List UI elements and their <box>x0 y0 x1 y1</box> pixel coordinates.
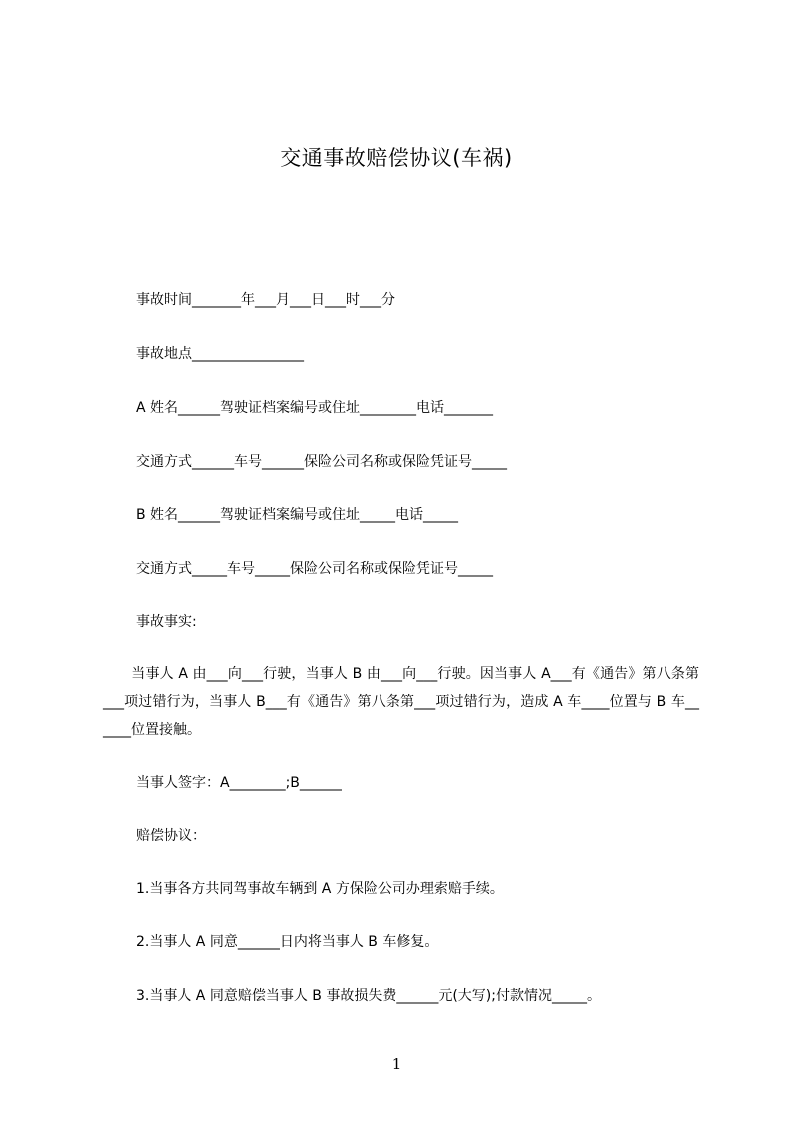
page-number: 1 <box>391 1055 402 1073</box>
party-b-info-line: B 姓名______驾驶证档案编号或住址_____电话_____ <box>136 507 459 523</box>
compensation-heading: 赔偿协议： <box>136 828 206 844</box>
compensation-item-2: 2.当事人 A 同意______日内将当事人 B 车修复。 <box>136 934 439 950</box>
party-a-vehicle-line: 交通方式______车号______保险公司名称或保险凭证号_____ <box>136 454 507 470</box>
compensation-item-1: 1.当事各方共同驾事故车辆到 A 方保险公司办理索赔手续。 <box>136 881 504 897</box>
signature-line: 当事人签字：A________;B______ <box>136 775 342 791</box>
accident-facts-paragraph: 当事人 A 由___向___行驶，当事人 B 由___向___行驶。因当事人 A___有《通告》第八条第___项过错行为，当事人 B___有《通告》第八条第___项过错行为，造成 A 车____位置与 B 车______位置接触。 <box>103 666 699 738</box>
document-title: 交通事故赔偿协议(车祸) <box>280 146 513 170</box>
party-a-info-line: A 姓名______驾驶证档案编号或住址________电话_______ <box>136 400 494 416</box>
accident-location-line: 事故地点________________ <box>136 346 304 362</box>
accident-facts-heading: 事故事实: <box>136 614 197 630</box>
party-b-vehicle-line: 交通方式_____车号_____保险公司名称或保险凭证号_____ <box>136 561 493 577</box>
accident-time-line: 事故时间_______年___月___日___时___分 <box>136 292 395 308</box>
compensation-item-3: 3.当事人 A 同意赔偿当事人 B 事故损失费______元(大写);付款情况_____。 <box>136 988 601 1004</box>
